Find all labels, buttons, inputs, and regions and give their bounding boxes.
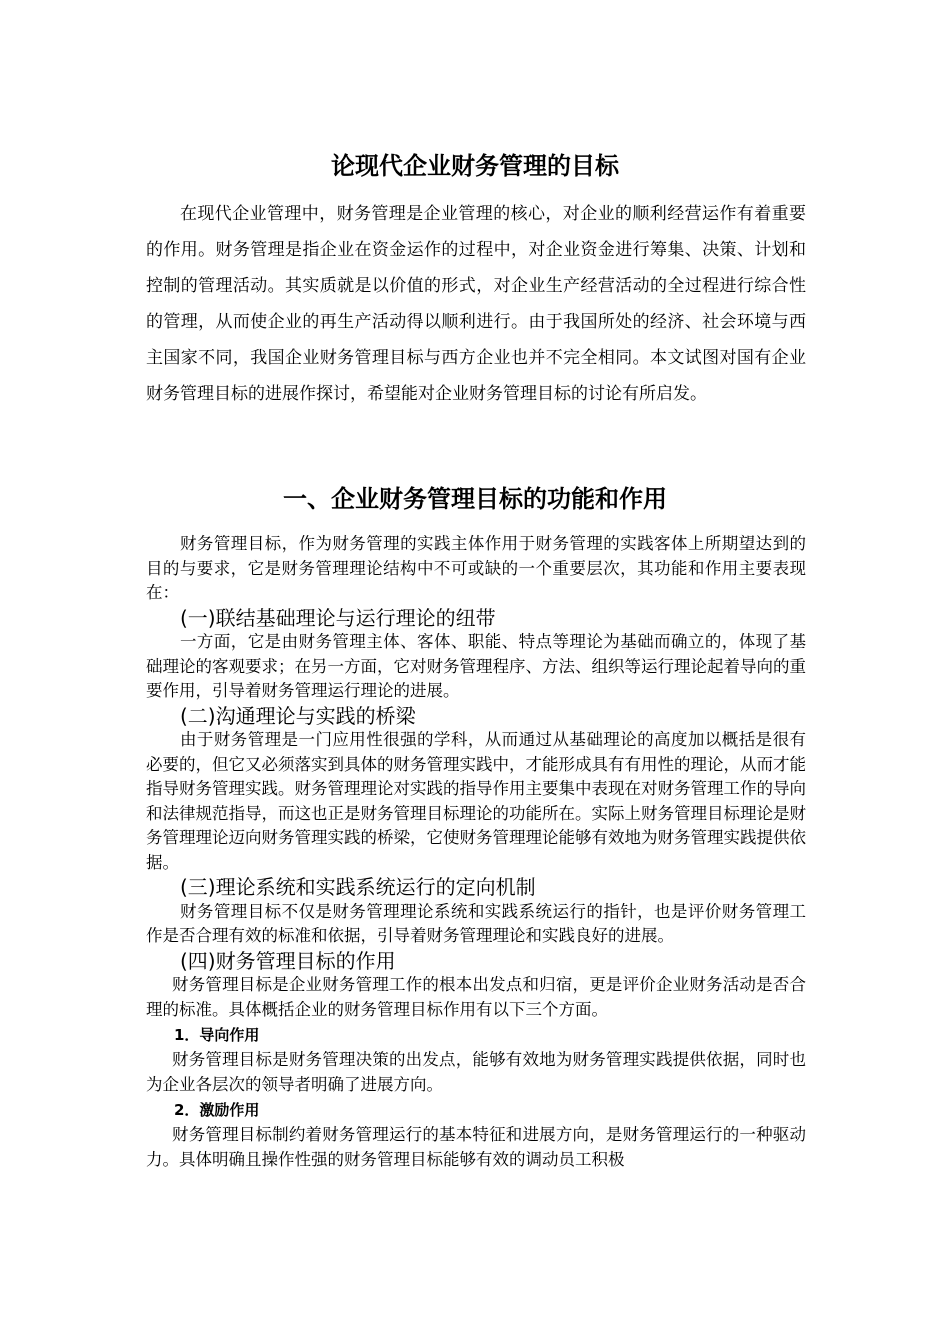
intro-paragraph: 在现代企业管理中，财务管理是企业管理的核心，对企业的顺利经营运作有着重要的作用。财务管理是指企业在资金运作的过程中，对企业资金进行筹集、决策、计划和控制的管理活动。其实质就是以价值的形式，对企业生产经营活动的全过程进行综合性的管理，从而使企业的再生产活动得以顺利进行。由于我国所处的经济、社会环境与西主国家不同，我国企业财务管理目标与西方企业也并不完全相同。本文试图对国有企业财务管理目标的进展作探讨，希望能对企业财务管理目标的讨论有所启发。 <box>146 204 806 404</box>
subsection-heading-4: (四)财务管理目标的作用 <box>180 948 396 973</box>
subsection-heading-3: (三)理论系统和实践系统运行的定向机制 <box>180 875 536 899</box>
item-heading-1: 1．导向作用 <box>174 1026 260 1044</box>
intro-section <box>146 196 806 412</box>
section-body <box>146 532 806 1172</box>
item-heading-2: 2．激励作用 <box>174 1101 260 1119</box>
item-paragraph-1: 财务管理目标是财务管理决策的出发点，能够有效地为财务管理实践提供依据，同时也为企业各层次的领导者明确了进展方向。 <box>146 1050 806 1094</box>
subsection-paragraph-3: 财务管理目标不仅是财务管理理论系统和实践系统运行的指针，也是评价财务管理工作是否合理有效的标准和依据，引导着财务管理理论和实践良好的进展。 <box>146 901 806 945</box>
subsection-paragraph-1: 一方面，它是由财务管理主体、客体、职能、特点等理论为基础而确立的，体现了基础理论的客观要求；在另一方面，它对财务管理程序、方法、组织等运行理论起着导向的重要作用，引导着财务管理运行理论的进展。 <box>146 632 806 700</box>
subsection-paragraph-4: 财务管理目标是企业财务管理工作的根本出发点和归宿，更是评价企业财务活动是否合理的标准。具体概括企业的财务管理目标作用有以下三个方面。 <box>146 975 806 1019</box>
subsection-paragraph-2: 由于财务管理是一门应用性很强的学科，从而通过从基础理论的高度加以概括是很有必要的，但它又必须落实到具体的财务管理实践中，才能形成具有有用性的理论，从而才能指导财务管理实践。财务管理理论对实践的指导作用主要集中表现在对财务管理工作的导向和法律规范指导，而这也正是财务管理目标理论的功能所在。实际上财务管理目标理论是财务管理理论迈向财务管理实践的桥梁，它使财务管理理论能够有效地为财务管理实践提供依据。 <box>146 730 806 872</box>
subsection-heading-2: (二)沟通理论与实践的桥梁 <box>180 703 416 728</box>
section-heading: 一、企业财务管理目标的功能和作用 <box>283 485 667 513</box>
subsection-heading-1: (一)联结基础理论与运行理论的纽带 <box>180 605 496 630</box>
document-title: 论现代企业财务管理的目标 <box>331 152 619 180</box>
item-paragraph-2: 财务管理目标制约着财务管理运行的基本特征和进展方向，是财务管理运行的一种驱动力。具体明确且操作性强的财务管理目标能够有效的调动员工积极 <box>146 1125 806 1169</box>
section-lead-paragraph: 财务管理目标，作为财务管理的实践主体作用于财务管理的实践客体上所期望达到的目的与要求，它是财务管理理论结构中不可或缺的一个重要层次，其功能和作用主要表现在： <box>146 534 806 602</box>
